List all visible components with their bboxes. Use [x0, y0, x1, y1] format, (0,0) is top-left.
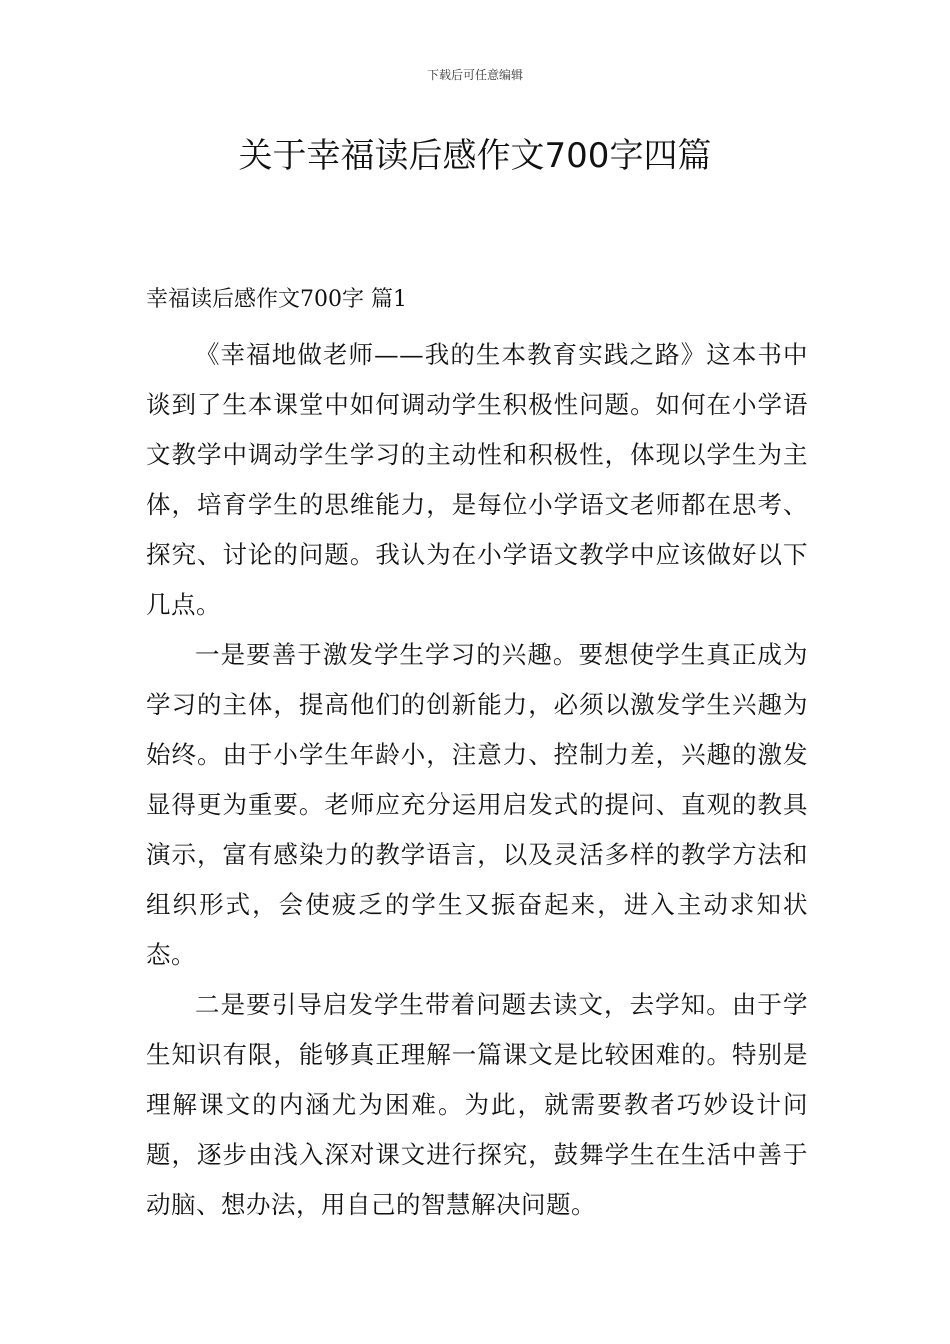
page-title: 关于幸福读后感作文700字四篇	[238, 136, 712, 176]
paragraph: 二是要引导启发学生带着问题去读文，去学知。由于学生知识有限，能够真正理解一篇课文是比较困难的。特别是理解课文的内涵尤为困难。为此，就需要教者巧妙设计问题，逐步由浅入深对课文进行探究，鼓舞学生在生活中善于动脑、想办法，用自己的智慧解决问题。	[146, 990, 808, 1219]
header-note: 下载后可任意编辑	[426, 68, 523, 82]
paragraph: 《幸福地做老师——我的生本教育实践之路》这本书中谈到了生本课堂中如何调动学生积极性问题。如何在小学语文教学中调动学生学习的主动性和积极性，体现以学生为主体，培育学生的思维能力，是每位小学语文老师都在思考、探究、讨论的问题。我认为在小学语文教学中应该做好以下几点。	[146, 340, 808, 619]
paragraph: 一是要善于激发学生学习的兴趣。要想使学生真正成为学习的主体，提高他们的创新能力，必须以激发学生兴趣为始终。由于小学生年龄小，注意力、控制力差，兴趣的激发显得更为重要。老师应充分运用启发式的提问、直观的教具演示，富有感染力的教学语言，以及灵活多样的教学方法和组织形式，会使疲乏的学生又振奋起来，进入主动求知状态。	[146, 640, 808, 969]
section-heading: 幸福读后感作文700字 篇1	[146, 287, 407, 312]
body-text	[146, 330, 808, 1230]
